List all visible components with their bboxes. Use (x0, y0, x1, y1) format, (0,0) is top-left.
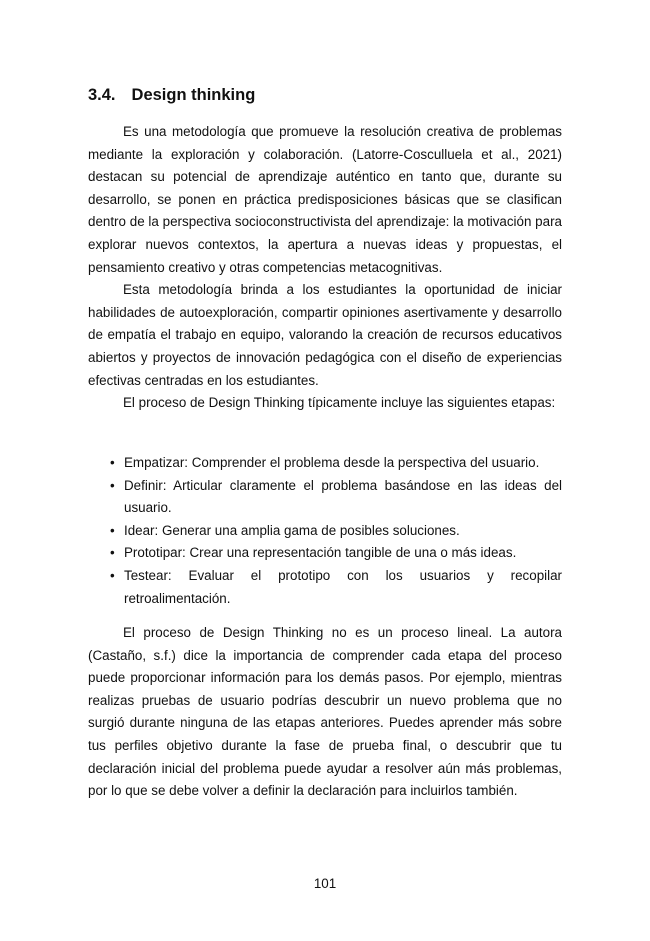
section-number: 3.4. (88, 86, 116, 104)
intro-text-block (88, 121, 562, 415)
section-heading (88, 86, 255, 105)
list-item (88, 542, 562, 565)
bullet-icon: • (110, 522, 115, 538)
paragraph-closing-1: El proceso de Design Thinking no es un proceso lineal. La autora (Castaño, s.f.) dice la importancia de comprender cada etapa del proceso puede proporcionar información para los demás pasos. Por ejemplo, mientras realizas pruebas de usuario podrías descubrir un nuevo problema que no surgió durante ninguna de las etapas anteriores. Puedes aprender más sobre tus perfiles objetivo durante la fase de prueba final, o descubrir que tu declaración inicial del problema puede ayudar a resolver aún más problemas, por lo que se debe volver a definir la declaración para incluirlos también. (88, 625, 562, 799)
list-item (88, 452, 562, 475)
closing-text-block (88, 622, 562, 803)
list-item-text: Prototipar: Crear una representación tangible de una o más ideas. (124, 545, 517, 561)
list-item-text: Definir: Articular claramente el problema basándose en las ideas del usuario. (124, 477, 562, 516)
paragraph-intro-2: Esta metodología brinda a los estudiantes la oportunidad de iniciar habilidades de autoexploración, compartir opiniones asertivamente y desarrollo de empatía el trabajo en equipo, valorando la creación de recursos educativos abiertos y proyectos de innovación pedagógica con el diseño de experiencias efectivas centradas en los estudiantes. (88, 282, 562, 388)
section-title: Design thinking (131, 86, 256, 104)
paragraph-intro-3: El proceso de Design Thinking típicamente incluye las siguientes etapas: (123, 395, 556, 411)
list-item (88, 475, 562, 520)
list-item (88, 520, 562, 543)
list-item-text: Testear: Evaluar el prototipo con los usuarios y recopilar retroalimentación. (124, 567, 562, 606)
list-item-text: Idear: Generar una amplia gama de posibles soluciones. (124, 522, 460, 538)
bullet-icon: • (110, 545, 115, 561)
list-item-text: Empatizar: Comprender el problema desde la perspectiva del usuario. (124, 455, 540, 470)
bullet-icon: • (110, 455, 115, 470)
stages-list (88, 452, 562, 610)
paragraph-intro-1: Es una metodología que promueve la resolución creativa de problemas mediante la exploración y colaboración. (Latorre-Cosculluela et al., 2021) destacan su potencial de aprendizaje auténtico en tanto que, durante su desarrollo, se ponen en práctica predisposiciones básicas que se clasifican dentro de la perspectiva socioconstructivista del aprendizaje: la motivación para explorar nuevos contextos, la apertura a nuevas ideas y propuestas, el pensamiento creativo y otras competencias metacognitivas. (88, 124, 562, 275)
bullet-icon: • (110, 477, 115, 493)
list-item (88, 565, 562, 610)
bullet-icon: • (110, 567, 115, 583)
page-number: 101 (313, 876, 337, 891)
